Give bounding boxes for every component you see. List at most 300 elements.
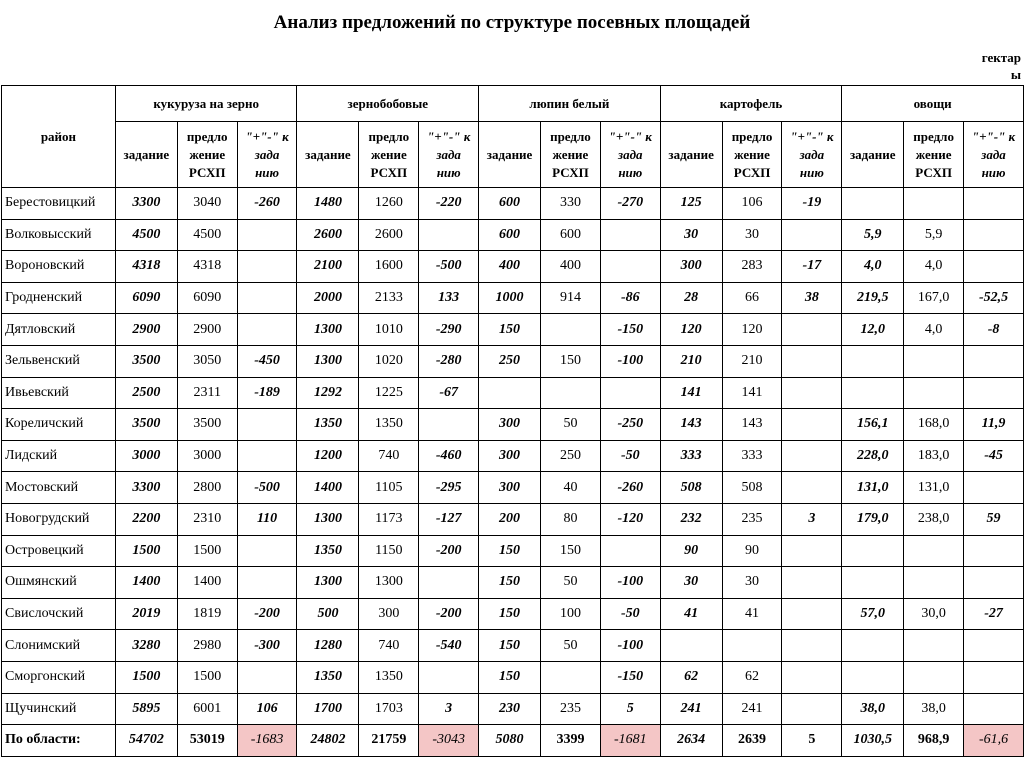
total-cell: 21759: [359, 725, 419, 757]
cell-task: [842, 535, 904, 567]
cell-task: 400: [479, 251, 541, 283]
cell-proposal: 4500: [177, 219, 237, 251]
table-row: [2, 314, 1024, 346]
cell-task: [479, 377, 541, 409]
header-diff-line: нию: [981, 164, 1006, 180]
cell-proposal: 1173: [359, 503, 419, 535]
cell-proposal: 38,0: [904, 693, 964, 725]
cell-task: 228,0: [842, 440, 904, 472]
district-name: Слонимский: [2, 630, 116, 662]
cell-diff: -19: [782, 188, 842, 220]
cell-proposal: 740: [359, 630, 419, 662]
header-task: задание: [115, 122, 177, 188]
cell-proposal: 167,0: [904, 282, 964, 314]
table-row: [2, 409, 1024, 441]
cell-diff: [964, 630, 1024, 662]
cell-diff: [964, 188, 1024, 220]
cell-task: 3500: [115, 409, 177, 441]
cell-proposal: 2600: [359, 219, 419, 251]
cell-task: 333: [660, 440, 722, 472]
cell-diff: -500: [419, 251, 479, 283]
table-row: [2, 598, 1024, 630]
cell-diff: [964, 345, 1024, 377]
total-cell: 53019: [177, 725, 237, 757]
cell-task: 3300: [115, 188, 177, 220]
cell-task: 1200: [297, 440, 359, 472]
cell-task: 1292: [297, 377, 359, 409]
cell-proposal: 3050: [177, 345, 237, 377]
cell-task: 1000: [479, 282, 541, 314]
header-diff-line: "+"-" к: [608, 128, 652, 144]
header-proposal: [359, 122, 419, 188]
cell-task: 4318: [115, 251, 177, 283]
cell-diff: [782, 409, 842, 441]
cell-diff: 3: [419, 693, 479, 725]
cell-proposal: 2133: [359, 282, 419, 314]
header-diff-line: нию: [618, 164, 643, 180]
header-group: люпин белый: [479, 86, 661, 122]
sowing-area-table: [1, 85, 1024, 757]
header-diff: [964, 122, 1024, 188]
cell-task: [660, 630, 722, 662]
cell-diff: -27: [964, 598, 1024, 630]
cell-diff: -127: [419, 503, 479, 535]
total-cell: 5080: [479, 725, 541, 757]
cell-proposal: 4318: [177, 251, 237, 283]
total-cell: 54702: [115, 725, 177, 757]
table-row: [2, 503, 1024, 535]
table-header: [2, 86, 1024, 188]
header-proposal-line: предло: [913, 128, 954, 144]
cell-proposal: 740: [359, 440, 419, 472]
cell-proposal: 2900: [177, 314, 237, 346]
table-row: [2, 377, 1024, 409]
cell-proposal: 6001: [177, 693, 237, 725]
district-name: Свислочский: [2, 598, 116, 630]
header-proposal-line: РСХП: [188, 164, 226, 180]
cell-diff: -67: [419, 377, 479, 409]
cell-task: 300: [479, 409, 541, 441]
cell-task: 143: [660, 409, 722, 441]
cell-task: 232: [660, 503, 722, 535]
page-title: Анализ предложений по структуре посевных площадей: [273, 12, 751, 33]
cell-task: 156,1: [842, 409, 904, 441]
cell-proposal: 1020: [359, 345, 419, 377]
district-name: Ивьевский: [2, 377, 116, 409]
cell-diff: [782, 314, 842, 346]
district-name: Сморгонский: [2, 661, 116, 693]
cell-diff: [237, 409, 297, 441]
district-name: Щучинский: [2, 693, 116, 725]
cell-proposal: 235: [541, 693, 601, 725]
cell-diff: -260: [237, 188, 297, 220]
header-proposal-line: жение: [370, 146, 407, 162]
cell-task: 62: [660, 661, 722, 693]
cell-task: 150: [479, 535, 541, 567]
district-name: Вороновский: [2, 251, 116, 283]
cell-diff: [419, 661, 479, 693]
header-proposal: [541, 122, 601, 188]
cell-diff: [964, 219, 1024, 251]
cell-diff: [419, 567, 479, 599]
cell-proposal: 283: [722, 251, 782, 283]
cell-task: 12,0: [842, 314, 904, 346]
header-diff-line: "+"-" к: [971, 128, 1016, 144]
cell-proposal: 914: [541, 282, 601, 314]
cell-task: 230: [479, 693, 541, 725]
cell-proposal: 62: [722, 661, 782, 693]
total-row: [2, 725, 1024, 757]
table-row: [2, 251, 1024, 283]
cell-diff: [782, 219, 842, 251]
header-proposal-line: жение: [189, 146, 226, 162]
cell-task: 1400: [297, 472, 359, 504]
cell-diff: -100: [600, 567, 660, 599]
district-name: Мостовский: [2, 472, 116, 504]
cell-proposal: 238,0: [904, 503, 964, 535]
cell-task: 90: [660, 535, 722, 567]
cell-proposal: 66: [722, 282, 782, 314]
total-cell: -61,6: [964, 725, 1024, 757]
table-row: [2, 345, 1024, 377]
cell-diff: -17: [782, 251, 842, 283]
cell-task: 200: [479, 503, 541, 535]
cell-diff: [782, 598, 842, 630]
cell-task: 150: [479, 567, 541, 599]
cell-proposal: 50: [541, 567, 601, 599]
cell-diff: -220: [419, 188, 479, 220]
cell-diff: 133: [419, 282, 479, 314]
cell-task: 210: [660, 345, 722, 377]
cell-task: 2200: [115, 503, 177, 535]
cell-diff: [600, 377, 660, 409]
cell-task: 6090: [115, 282, 177, 314]
cell-diff: -270: [600, 188, 660, 220]
cell-task: 150: [479, 598, 541, 630]
cell-diff: [419, 409, 479, 441]
district-name: Берестовицкий: [2, 188, 116, 220]
cell-proposal: 600: [541, 219, 601, 251]
cell-task: 1350: [297, 661, 359, 693]
cell-proposal: 100: [541, 598, 601, 630]
cell-task: 125: [660, 188, 722, 220]
cell-diff: [237, 567, 297, 599]
cell-task: 179,0: [842, 503, 904, 535]
cell-diff: [237, 251, 297, 283]
cell-task: 2600: [297, 219, 359, 251]
total-cell: -1681: [600, 725, 660, 757]
cell-diff: [964, 251, 1024, 283]
cell-diff: -200: [237, 598, 297, 630]
header-group: кукуруза на зерно: [115, 86, 297, 122]
total-cell: 2639: [722, 725, 782, 757]
header-task: задание: [479, 122, 541, 188]
cell-task: 500: [297, 598, 359, 630]
header-diff-line: зада: [799, 146, 825, 162]
cell-proposal: 1600: [359, 251, 419, 283]
table-row: [2, 567, 1024, 599]
cell-proposal: 1105: [359, 472, 419, 504]
cell-diff: -120: [600, 503, 660, 535]
cell-diff: [964, 535, 1024, 567]
header-district: район: [2, 86, 116, 188]
header-proposal: [904, 122, 964, 188]
cell-task: 1700: [297, 693, 359, 725]
table-row: [2, 188, 1024, 220]
cell-diff: -100: [600, 345, 660, 377]
cell-proposal: 2311: [177, 377, 237, 409]
cell-task: 241: [660, 693, 722, 725]
header-diff-line: зада: [981, 146, 1006, 162]
header-diff-line: нию: [255, 164, 280, 180]
cell-diff: -260: [600, 472, 660, 504]
cell-diff: -290: [419, 314, 479, 346]
cell-proposal: 330: [541, 188, 601, 220]
cell-proposal: [904, 377, 964, 409]
cell-diff: [237, 535, 297, 567]
total-cell: 1030,5: [842, 725, 904, 757]
cell-diff: 110: [237, 503, 297, 535]
header-diff-line: зада: [436, 146, 461, 162]
district-name: Ошмянский: [2, 567, 116, 599]
header-proposal: [722, 122, 782, 188]
header-diff-line: "+"-" к: [790, 128, 834, 144]
header-proposal-line: РСХП: [915, 164, 952, 180]
cell-proposal: 150: [541, 345, 601, 377]
cell-proposal: 30: [722, 219, 782, 251]
cell-diff: 11,9: [964, 409, 1024, 441]
cell-proposal: 1150: [359, 535, 419, 567]
cell-task: 38,0: [842, 693, 904, 725]
cell-proposal: 168,0: [904, 409, 964, 441]
cell-proposal: 131,0: [904, 472, 964, 504]
cell-proposal: 50: [541, 630, 601, 662]
cell-task: 1300: [297, 345, 359, 377]
cell-diff: -250: [600, 409, 660, 441]
cell-task: [842, 345, 904, 377]
district-name: Кореличский: [2, 409, 116, 441]
header-proposal: [177, 122, 237, 188]
total-cell: 24802: [297, 725, 359, 757]
header-diff-line: нию: [799, 164, 824, 180]
cell-task: 250: [479, 345, 541, 377]
cell-task: 3500: [115, 345, 177, 377]
cell-task: 57,0: [842, 598, 904, 630]
header-diff: [600, 122, 660, 188]
cell-proposal: 300: [359, 598, 419, 630]
cell-diff: 3: [782, 503, 842, 535]
cell-task: 5,9: [842, 219, 904, 251]
cell-task: 41: [660, 598, 722, 630]
unit-label: [977, 49, 1021, 83]
header-proposal-line: жение: [915, 146, 952, 162]
cell-proposal: 3000: [177, 440, 237, 472]
cell-task: 5895: [115, 693, 177, 725]
cell-proposal: 210: [722, 345, 782, 377]
cell-task: 300: [479, 440, 541, 472]
cell-diff: -540: [419, 630, 479, 662]
cell-proposal: 1350: [359, 409, 419, 441]
cell-diff: 5: [600, 693, 660, 725]
cell-proposal: 2310: [177, 503, 237, 535]
header-group: картофель: [660, 86, 842, 122]
cell-proposal: 241: [722, 693, 782, 725]
total-cell: 3399: [541, 725, 601, 757]
cell-task: 141: [660, 377, 722, 409]
header-diff-line: "+"-" к: [427, 128, 471, 144]
cell-proposal: 106: [722, 188, 782, 220]
table-row: [2, 630, 1024, 662]
header-proposal-line: жение: [552, 146, 589, 162]
cell-proposal: 183,0: [904, 440, 964, 472]
cell-proposal: 1225: [359, 377, 419, 409]
cell-diff: [782, 535, 842, 567]
cell-proposal: 30,0: [904, 598, 964, 630]
cell-proposal: 40: [541, 472, 601, 504]
cell-diff: [964, 567, 1024, 599]
cell-task: 150: [479, 314, 541, 346]
cell-diff: [782, 440, 842, 472]
cell-diff: -150: [600, 661, 660, 693]
cell-diff: [237, 219, 297, 251]
header-task: задание: [660, 122, 722, 188]
header-proposal-line: предло: [550, 128, 591, 144]
cell-diff: -500: [237, 472, 297, 504]
cell-task: 28: [660, 282, 722, 314]
header-diff: [782, 122, 842, 188]
cell-diff: -52,5: [964, 282, 1024, 314]
cell-diff: [782, 345, 842, 377]
cell-task: 2900: [115, 314, 177, 346]
header-task: задание: [842, 122, 904, 188]
cell-diff: [964, 693, 1024, 725]
cell-proposal: [904, 345, 964, 377]
cell-diff: [237, 314, 297, 346]
sub-header-row: [2, 122, 1024, 188]
cell-diff: -460: [419, 440, 479, 472]
total-cell: 2634: [660, 725, 722, 757]
cell-task: 120: [660, 314, 722, 346]
cell-diff: [237, 440, 297, 472]
total-cell: -1683: [237, 725, 297, 757]
table-row: [2, 535, 1024, 567]
header-proposal-line: РСХП: [733, 164, 771, 180]
cell-proposal: 4,0: [904, 314, 964, 346]
cell-task: 300: [660, 251, 722, 283]
cell-diff: -150: [600, 314, 660, 346]
cell-task: [842, 567, 904, 599]
cell-proposal: 143: [722, 409, 782, 441]
cell-proposal: [904, 567, 964, 599]
cell-diff: [782, 693, 842, 725]
district-name: Новогрудский: [2, 503, 116, 535]
cell-diff: -50: [600, 440, 660, 472]
cell-proposal: [541, 661, 601, 693]
cell-diff: [419, 219, 479, 251]
total-cell: 5: [782, 725, 842, 757]
cell-proposal: 235: [722, 503, 782, 535]
cell-proposal: 508: [722, 472, 782, 504]
cell-task: [842, 377, 904, 409]
cell-proposal: 41: [722, 598, 782, 630]
header-group: зернобобовые: [297, 86, 479, 122]
header-task: задание: [297, 122, 359, 188]
cell-task: 2000: [297, 282, 359, 314]
cell-task: 4,0: [842, 251, 904, 283]
cell-proposal: [541, 377, 601, 409]
cell-diff: -300: [237, 630, 297, 662]
header-group: овощи: [842, 86, 1024, 122]
cell-diff: [600, 535, 660, 567]
cell-diff: [782, 661, 842, 693]
cell-proposal: [904, 188, 964, 220]
table-body: [2, 188, 1024, 757]
cell-proposal: 400: [541, 251, 601, 283]
cell-task: 1300: [297, 314, 359, 346]
cell-task: 30: [660, 567, 722, 599]
cell-task: 300: [479, 472, 541, 504]
cell-proposal: [904, 535, 964, 567]
district-name: Дятловский: [2, 314, 116, 346]
header-proposal-line: предло: [186, 128, 228, 144]
cell-diff: [782, 567, 842, 599]
cell-task: [842, 630, 904, 662]
cell-task: 1500: [115, 535, 177, 567]
cell-task: 600: [479, 219, 541, 251]
table-row: [2, 693, 1024, 725]
cell-diff: [600, 219, 660, 251]
cell-task: 3000: [115, 440, 177, 472]
cell-diff: [964, 377, 1024, 409]
cell-proposal: 80: [541, 503, 601, 535]
cell-task: 3280: [115, 630, 177, 662]
cell-task: 150: [479, 661, 541, 693]
total-cell: 968,9: [904, 725, 964, 757]
cell-proposal: 150: [541, 535, 601, 567]
cell-diff: 38: [782, 282, 842, 314]
cell-proposal: 1300: [359, 567, 419, 599]
cell-proposal: 1400: [177, 567, 237, 599]
cell-diff: [782, 377, 842, 409]
cell-proposal: 4,0: [904, 251, 964, 283]
total-cell: -3043: [419, 725, 479, 757]
cell-proposal: 1500: [177, 661, 237, 693]
cell-proposal: 1010: [359, 314, 419, 346]
cell-diff: -295: [419, 472, 479, 504]
header-diff-line: зада: [254, 146, 280, 162]
cell-task: 600: [479, 188, 541, 220]
table-row: [2, 282, 1024, 314]
cell-diff: -100: [600, 630, 660, 662]
cell-proposal: 3040: [177, 188, 237, 220]
cell-diff: -200: [419, 598, 479, 630]
cell-task: 1350: [297, 409, 359, 441]
district-name: Волковысский: [2, 219, 116, 251]
cell-proposal: 2800: [177, 472, 237, 504]
unit-label-line1: гектар: [981, 50, 1021, 65]
unit-label-line2: ы: [1010, 67, 1021, 82]
cell-task: 1500: [115, 661, 177, 693]
header-diff: [237, 122, 297, 188]
cell-task: 2500: [115, 377, 177, 409]
header-diff: [419, 122, 479, 188]
cell-proposal: 5,9: [904, 219, 964, 251]
cell-diff: [600, 251, 660, 283]
cell-proposal: 250: [541, 440, 601, 472]
cell-diff: [964, 472, 1024, 504]
cell-proposal: 1819: [177, 598, 237, 630]
cell-diff: -450: [237, 345, 297, 377]
